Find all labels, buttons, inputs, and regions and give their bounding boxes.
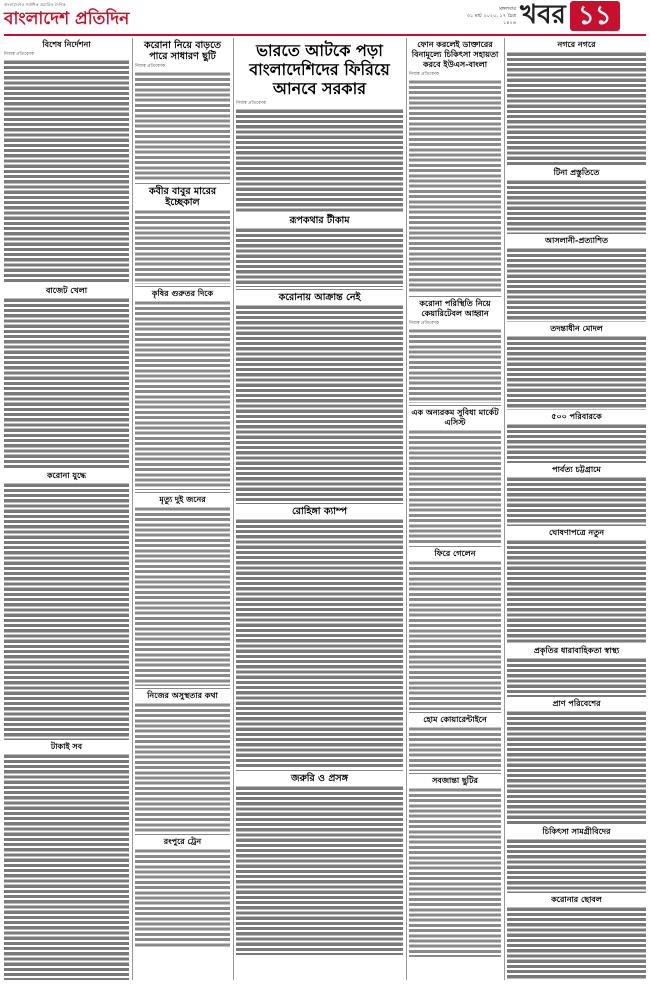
byline: নিজস্ব প্রতিবেদক bbox=[236, 101, 267, 106]
headline: ফিরে গেলেন bbox=[434, 549, 476, 558]
article-body bbox=[4, 482, 129, 740]
headline: করোনায় আক্রান্ত নেই bbox=[278, 292, 361, 303]
section-header bbox=[520, 1, 620, 31]
newspaper-logo bbox=[4, 2, 144, 32]
byline: নিজস্ব প্রতিবেদক bbox=[409, 321, 440, 326]
article-body bbox=[409, 79, 501, 294]
article-body bbox=[507, 51, 646, 166]
masthead bbox=[0, 0, 650, 34]
headline: এক অন্যরকম সুবিধা মার্কেট এসিস্ট bbox=[411, 408, 499, 427]
article-body bbox=[135, 506, 230, 686]
headline: রূপকথার টীকাম bbox=[289, 215, 350, 226]
headline: করোনার ছোবল bbox=[551, 895, 602, 904]
article-body bbox=[507, 539, 646, 644]
article-body bbox=[135, 848, 230, 948]
article-body bbox=[507, 657, 646, 697]
article-body bbox=[409, 726, 501, 771]
article-body bbox=[4, 59, 129, 284]
headline: চিকিৎসা সামগ্রীবিদের bbox=[542, 827, 611, 836]
headline: আসলানী-প্রত্যাশিত bbox=[545, 236, 608, 245]
headline: কৃষির গুরুতর দিকে bbox=[151, 289, 214, 298]
byline: নিজস্ব প্রতিবেদক bbox=[409, 72, 440, 77]
headline: প্রকৃতির ধারাবাহিকতা স্বাস্থ্য bbox=[533, 646, 620, 655]
article-body bbox=[236, 518, 403, 768]
column-1 bbox=[4, 38, 129, 980]
date: ৩১ মার্চ ২০২০, ১৭ চৈত্র ১৪২৬ bbox=[466, 13, 516, 26]
section-name: খবর bbox=[520, 0, 566, 30]
dateline bbox=[462, 6, 516, 27]
headline: ৫০০ পরিবারকে bbox=[551, 412, 602, 421]
headline: তদন্তাধীন মোদল bbox=[550, 324, 603, 333]
article-body bbox=[135, 71, 230, 181]
column-divider bbox=[132, 38, 133, 980]
article-body bbox=[409, 787, 501, 957]
column-divider bbox=[406, 38, 407, 980]
article-body bbox=[507, 179, 646, 234]
article-body bbox=[507, 423, 646, 463]
headline: ফোন করলেই ডাক্তারের বিনামূল্যে চিকিৎসা সহায়তা করবে ইউএস-বাংলা bbox=[411, 40, 499, 69]
article-body bbox=[135, 300, 230, 490]
headline: মৃত্যু দুই জনের bbox=[159, 495, 206, 504]
article-body bbox=[409, 429, 501, 544]
article-body bbox=[236, 304, 403, 504]
headline: করোনা যুদ্ধে bbox=[46, 471, 87, 480]
headline: রংপুরে ট্রেন bbox=[163, 837, 202, 846]
article-body bbox=[4, 297, 129, 469]
day: মঙ্গলবার bbox=[499, 6, 516, 12]
column-divider bbox=[504, 38, 505, 980]
lead-headline: ভারতে আটকে পড়া বাংলাদেশিদের ফিরিয়ে আনবে সরকার bbox=[249, 41, 390, 98]
column-3 bbox=[236, 38, 403, 980]
article-body bbox=[4, 753, 129, 980]
article-body bbox=[135, 702, 230, 832]
article-body bbox=[507, 476, 646, 526]
column-5 bbox=[507, 38, 646, 980]
article-body bbox=[507, 906, 646, 980]
headline: প্রাণ পরিবেশের bbox=[552, 699, 601, 708]
headline: বিশেষ নির্দেশনা bbox=[42, 40, 91, 49]
column-4 bbox=[409, 38, 501, 980]
article-body bbox=[507, 247, 646, 322]
column-2 bbox=[135, 38, 230, 980]
headline: টাকাই সব bbox=[50, 742, 83, 751]
article-body bbox=[409, 560, 501, 710]
headline: ঘোষণাপত্রে নতুন bbox=[549, 528, 604, 537]
article-body bbox=[507, 710, 646, 825]
headline: করোনা নিয়ে বাড়তে পারে সাধারণ ছুটি bbox=[143, 40, 222, 62]
headline: নিজের অসুস্থতার কথা bbox=[147, 691, 218, 700]
headline: রোহিঙ্গা ক্যাম্প bbox=[291, 506, 348, 517]
headline: টিনা প্রস্তুতিতে bbox=[553, 168, 600, 177]
article-body bbox=[409, 328, 501, 403]
headline: বাজেট খেলা bbox=[45, 286, 88, 295]
headline: করোনা পরিস্থিতি নিয়ে কেয়ারিটেবল আহ্বান bbox=[419, 299, 491, 318]
headline: জরুরি ও প্রসঙ্গ bbox=[290, 773, 348, 784]
masthead-rule bbox=[4, 34, 646, 36]
article-body bbox=[507, 335, 646, 410]
article-body bbox=[236, 227, 403, 287]
headline: কবীর বাবুর মারের ইচ্ছেকাল bbox=[148, 186, 217, 208]
article-body bbox=[135, 209, 230, 284]
column-divider bbox=[233, 38, 234, 980]
article-body bbox=[236, 785, 403, 955]
headline: নগরে নগরে bbox=[557, 40, 596, 49]
page-number: ১১ bbox=[570, 1, 620, 31]
byline: নিজস্ব প্রতিবেদক bbox=[4, 52, 35, 57]
byline: নিজস্ব প্রতিবেদক bbox=[135, 64, 166, 69]
article-body bbox=[507, 838, 646, 893]
tagline: বাংলাদেশের সর্বাধিক প্রচারিত দৈনিক bbox=[4, 2, 66, 7]
headline: পার্বত্য চট্টগ্রামে bbox=[552, 465, 601, 474]
headline: হোম কোয়ারেন্টাইনে bbox=[423, 715, 487, 724]
headline: সবজান্তা ছুটির bbox=[432, 776, 478, 785]
brand-name: বাংলাদেশ প্রতিদিন bbox=[4, 9, 130, 29]
article-body bbox=[236, 108, 403, 213]
